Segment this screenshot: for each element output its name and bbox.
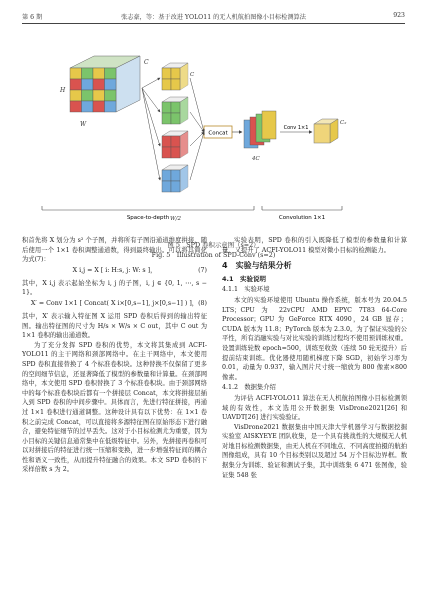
input-grid-cell <box>70 79 82 90</box>
dim-h-label: H <box>60 87 66 94</box>
paragraph: 为了充分发挥 SPD 卷积的优势，本文将其集成到 ACFI-YOLO11 的主干网络和颈部网络中。在主干网络中，本文使用 SPD 卷积直接替换了 4 个标准卷积块。这种替换不仅保留了更多的空间细节信息，还显著降低了模型的参数量和计算量。在颈部网络中，本文使用 SPD 卷积替换了 3 个标准卷积块。由于颈部网络中的每个标准卷积块后都有一个拼接层 Concat，本文将拼接层插入到 SPD 卷积的中间步骤中。具体而言，先进行特征拼接，再通过 1×1 卷积进行通道调整。这种设计具有以下优势：在 1×1 卷积之前完成 Concat，可以直接将多源特征图在原始形态下进行融合，避免特征细节的过早丢失。这对于小目标检测尤为重要，因为小目标的关键信息通常集中在低级特征中。另外，先拼接再卷积可以对拼接后的特征进行统一压缩和变换，进一步增强特征间的耦合性和语义一致性，从而提升特征融合的效果。本文 SPD 卷积的下采样倍数 s 为 2。 <box>22 341 207 474</box>
section-heading: 4 实验与结果分析 <box>222 261 292 271</box>
dim-w-label: W <box>80 121 87 128</box>
sub-map-cube <box>162 97 188 124</box>
dim-c-label: C <box>144 59 149 66</box>
dim-w2-label: W/2 <box>170 216 182 222</box>
input-grid-cell <box>70 101 82 112</box>
stacked-slab <box>262 111 276 139</box>
space-to-depth-label: Space-to-depth <box>126 215 170 221</box>
equation-8-body: X′ = Conv 1×1 [ Concat( X i×[0,s−1], j×[0,s−1] ) ]， <box>30 299 199 307</box>
input-grid-cell <box>82 79 94 90</box>
equation-7 <box>22 266 207 278</box>
input-grid-cell <box>70 68 82 79</box>
paragraph: 实验表明，SPD 卷积的引入既降低了模型的参数量和计算量，又提升了 ACFI-YOLO11 模型对微小目标的检测能力。 <box>222 237 407 254</box>
equation-8 <box>22 299 207 311</box>
input-grid-cell <box>93 90 105 101</box>
spd-conv-diagram <box>22 28 405 233</box>
input-tensor-cube <box>70 56 140 112</box>
input-grid-cell <box>82 90 94 101</box>
equation-8-number: (8) <box>198 299 207 307</box>
conv-label: Conv 1×1 <box>283 125 309 131</box>
input-grid-cell <box>82 101 94 112</box>
running-title: 张志豪，等：基于改进 YOLO11 的无人机航拍图像小目标检测算法 <box>121 14 306 21</box>
dim-c2-label: C₂ <box>340 120 347 126</box>
conv-bottom-label: Convolution 1×1 <box>278 215 326 221</box>
stacked-tensor <box>244 111 276 148</box>
paragraph: 其中，X′ 表示输入特征图 X 运用 SPD 卷积后得到的输出特征图。输出特征图的尺寸为 H/s × W/s × C out，其中 C out 为 1×1 卷积的输出通道数。 <box>22 312 207 340</box>
sub-map-cube <box>162 63 188 90</box>
input-grid-cell <box>93 68 105 79</box>
concat-label: Concat <box>208 130 228 137</box>
input-grid-cell <box>93 101 105 112</box>
input-grid-cell <box>82 68 94 79</box>
figure-caption-cn: 图 5 SPD 卷积示意图（s=2） <box>167 241 260 249</box>
paragraph: 积首先将 X 划分为 s² 个子图，并将所有子图沿通道维度拼接，随后使用一个 1×1 卷积调整通道数，得到最终输出。可以将其简化为式(7)： <box>22 237 207 264</box>
input-grid-cell <box>105 90 117 101</box>
input-grid-cell <box>70 90 82 101</box>
header-rule <box>22 23 405 24</box>
subsubsection-heading: 4.1.2 数据集介绍 <box>222 384 276 392</box>
dim-c-small-label: C <box>190 72 195 78</box>
paragraph: VisDrone2021 数据集由中国天津大学机器学习与数据挖掘实验室 AISKYEYE 团队收集，是一个具有挑战性的大规模无人机对地目标检测数据集，由无人机在不同地点、不同高度拍摄的航拍图像组成，具有 10 个目标类别以及超过 54 万个目标边界框。数据集分为训练、验证和测试子集，其中训练集 6 471 张图像，验证集 548 张 <box>222 423 407 479</box>
figure-caption-en: Fig. 5 Illustration of SPD-Conv (s=2) <box>151 251 276 259</box>
equation-7-body: X i,j = X [ i: H:s, j: W: s ]， <box>72 266 157 274</box>
dim-c4-label: 4C <box>252 156 260 162</box>
output-tensor <box>314 119 338 143</box>
input-grid-cell <box>93 79 105 90</box>
paragraph: 本文的实验环境使用 Ubuntu 操作系统，版本号为 20.04.5 LTS；CPU 为 22vCPU AMD EPYC 7T83 64-Core Processor；GPU 为 GeForce RTX 4090，24 GB 显存；CUDA 版本为 11.8；PyTorch 版本为 2.3.0。为了保证实验的公平性，所有消融实验与对比实验的训练过程均不使用预训练权重。设置训练轮数 epoch=500，训练至收敛（连续 50 轮无提升）后提前结束训练。优化器使用随机梯度下降 SGD，初始学习率为 0.01，动量为 0.937，输入图片尺寸统一缩放为 800 像素×800 像素。 <box>222 296 407 381</box>
left-column <box>22 236 207 475</box>
paragraph: 为评估 ACFI-YOLO11 算法在无人机航拍图像小目标检测领域的有效性，本文选用公开数据集 VisDrone2021[26] 和 UAVDT[26] 进行实验验证。 <box>222 394 407 422</box>
issue-number: 第 6 期 <box>22 14 43 21</box>
subsubsection-heading: 4.1.1 实验环境 <box>222 286 270 294</box>
sub-map-cube <box>162 131 188 158</box>
sub-map-cube <box>162 165 188 192</box>
input-grid-cell <box>105 79 117 90</box>
input-grid-cell <box>105 101 117 112</box>
equation-7-number: (7) <box>198 266 207 274</box>
subsection-heading: 4.1 实验说明 <box>222 274 267 283</box>
running-header <box>22 10 405 24</box>
right-column <box>222 236 407 480</box>
input-grid-cell <box>105 68 117 79</box>
sub-feature-maps <box>162 63 188 192</box>
page-number: 923 <box>393 12 405 19</box>
paragraph: 其中，X i,j 表示起始坐标为 i, j 的子图，i, j ∈ {0, 1, ⋯, s − 1}。 <box>22 279 207 297</box>
